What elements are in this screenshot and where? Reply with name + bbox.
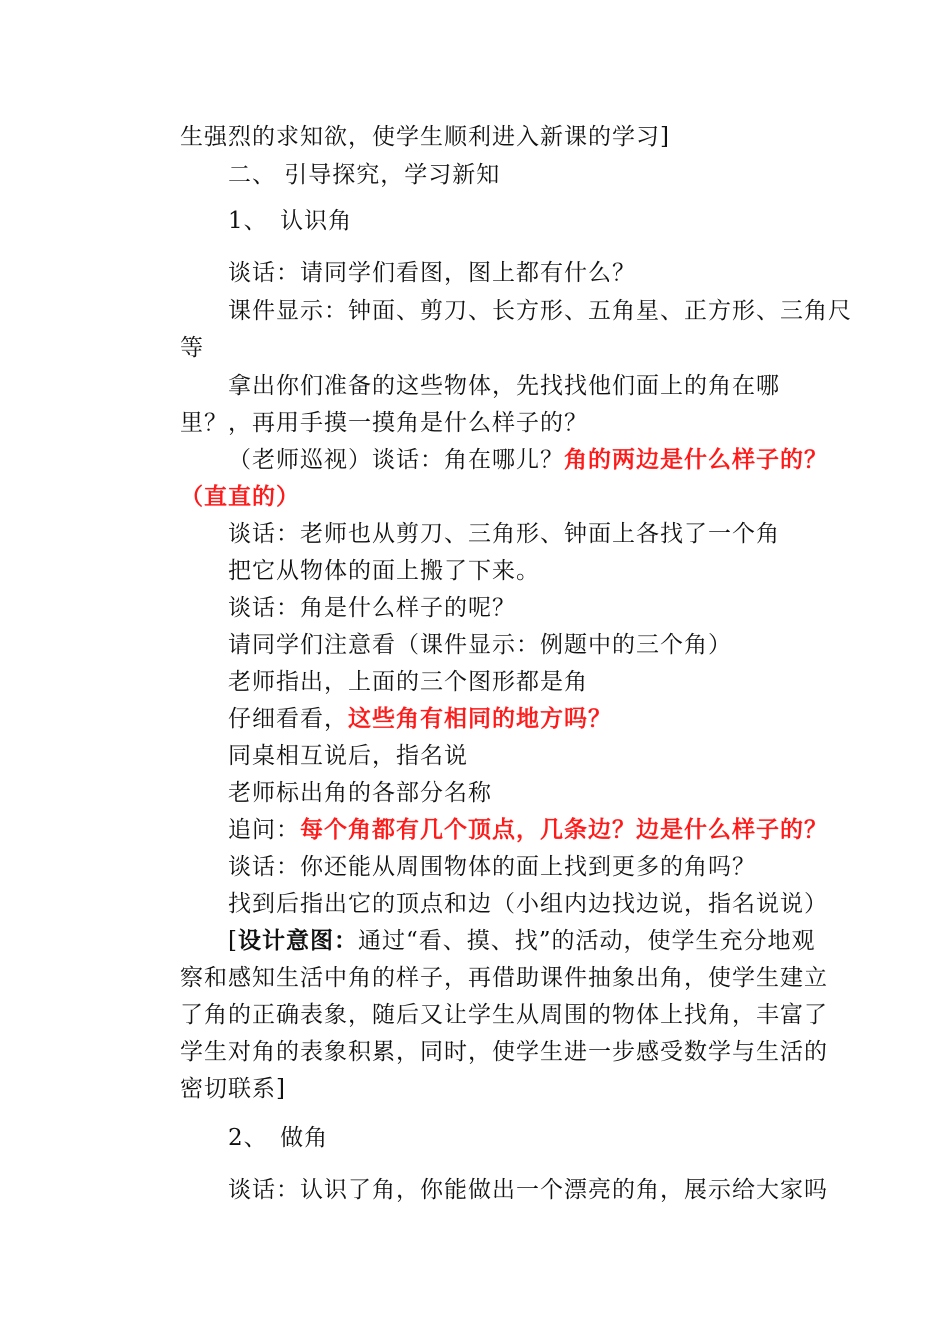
highlighted-question: 这些角有相同的地方吗？ <box>348 705 612 732</box>
paragraph-line: 课件显示：钟面、剪刀、长方形、五角星、正方形、三角尺 <box>228 298 852 324</box>
paragraph-line: 拿出你们准备的这些物体，先找找他们面上的角在哪 <box>228 373 780 399</box>
paragraph-line: 老师指出，上面的三个图形都是角 <box>228 669 588 695</box>
line-text: （老师巡视）谈话：角在哪儿？ <box>228 447 564 473</box>
design-intent-label: 设计意图： <box>237 927 358 954</box>
paragraph-line <box>228 815 828 845</box>
paragraph-line: 同桌相互说后，指名说 <box>228 743 468 769</box>
paragraph-line: 谈话：角是什么样子的呢？ <box>228 595 516 621</box>
paragraph-line: 察和感知生活中角的样子，再借助课件抽象出角，使学生建立 <box>180 965 828 991</box>
highlighted-answer: （直直的） <box>180 483 300 510</box>
subsection-heading: 1、 认识角 <box>228 208 353 234</box>
design-intent-line <box>228 926 816 956</box>
paragraph-line: 把它从物体的面上搬了下来。 <box>228 558 540 584</box>
paragraph-line: 谈话：你还能从周围物体的面上找到更多的角吗？ <box>228 854 756 880</box>
paragraph-line <box>228 704 612 734</box>
line-text: 追问： <box>228 817 300 843</box>
highlighted-question: 每个角都有几个顶点，几条边？边是什么样子的？ <box>300 816 828 843</box>
section-heading: 二、 引导探究，学习新知 <box>228 162 501 188</box>
paragraph-line: 了角的正确表象，随后又让学生从周围的物体上找角，丰富了 <box>180 1002 828 1028</box>
paragraph-line: 里？，再用手摸一摸角是什么样子的？ <box>180 410 588 436</box>
line-text: 仔细看看， <box>228 706 348 732</box>
bracket: [ <box>228 928 238 954</box>
paragraph-line: 等 <box>180 335 204 361</box>
paragraph-line: 谈话：请同学们看图，图上都有什么？ <box>228 260 636 286</box>
paragraph-line <box>228 445 828 475</box>
line-text: 通过“看、摸、找”的活动，使学生充分地观 <box>357 928 816 954</box>
paragraph-line: 请同学们注意看（课件显示：例题中的三个角） <box>228 632 732 658</box>
paragraph-line: 谈话：老师也从剪刀、三角形、钟面上各找了一个角 <box>228 521 780 547</box>
paragraph-line: 密切联系] <box>180 1076 286 1102</box>
paragraph-line: 学生对角的表象积累，同时，使学生进一步感受数学与生活的 <box>180 1039 828 1065</box>
paragraph-line: 谈话：认识了角，你能做出一个漂亮的角，展示给大家吗 <box>228 1177 828 1203</box>
highlighted-question: 角的两边是什么样子的？ <box>564 446 828 473</box>
paragraph-line: 老师标出角的各部分名称 <box>228 780 492 806</box>
subsection-heading: 2、 做角 <box>228 1125 329 1151</box>
paragraph-line: 找到后指出它的顶点和边（小组内边找边说，指名说说） <box>228 891 828 917</box>
paragraph-line: 生强烈的求知欲，使学生顺利进入新课的学习] <box>180 124 670 150</box>
